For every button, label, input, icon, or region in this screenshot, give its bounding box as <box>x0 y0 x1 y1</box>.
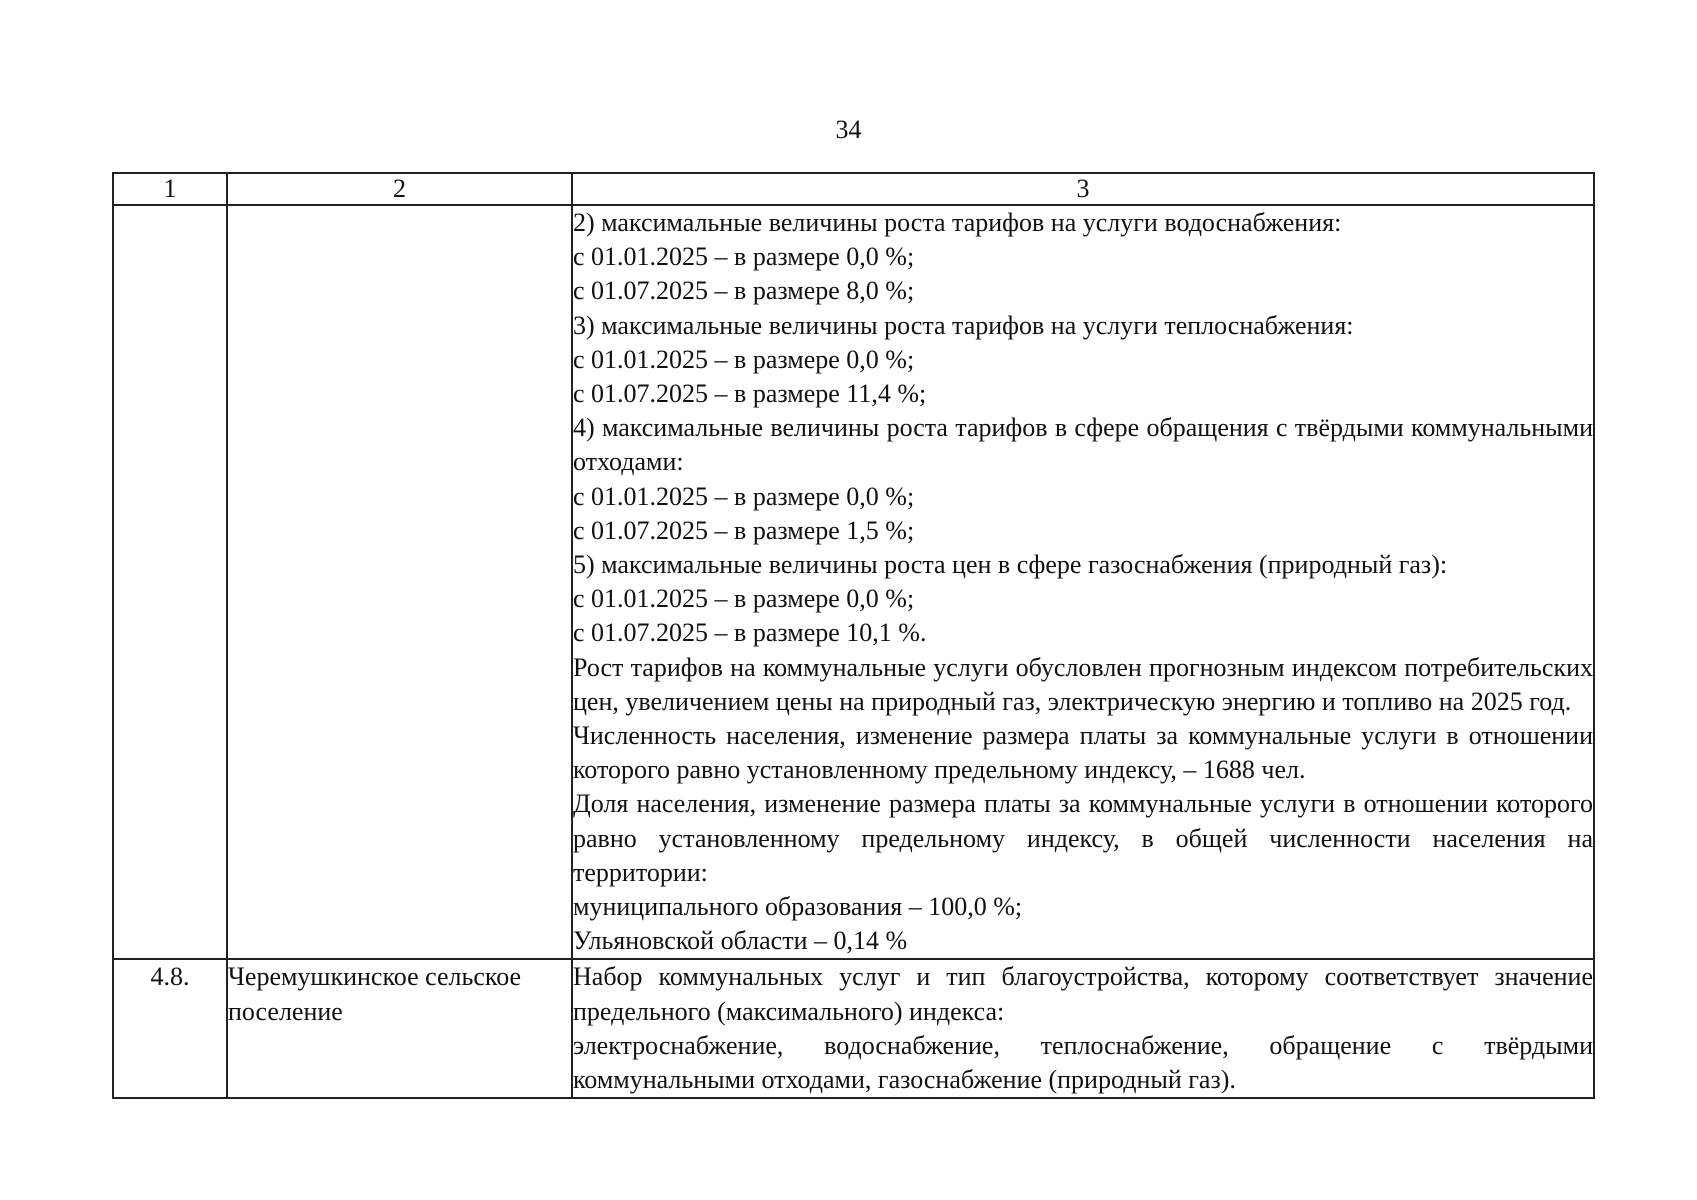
content-line: с 01.01.2025 – в размере 0,0 %; <box>573 481 915 511</box>
row-number-cell: 4.8. <box>113 959 227 1098</box>
table-row-4-8 <box>113 959 1594 1098</box>
table-header-row <box>113 173 1594 205</box>
row-number-cell <box>113 205 227 959</box>
content-line: с 01.07.2025 – в размере 1,5 %; <box>573 515 915 545</box>
content-paragraph: Численность населения, изменение размера платы за коммунальные услуги в отношении которого равно установленному предельному индексу, – 1688 чел. <box>573 721 1593 785</box>
row-content-cell <box>572 959 1594 1098</box>
content-line: с 01.01.2025 – в размере 0,0 %; <box>573 242 915 272</box>
content-paragraph: 4) максимальные величины роста тарифов в сфере обращения с твёрдыми коммунальными отходами: <box>573 413 1593 477</box>
content-paragraph: электроснабжение, водоснабжение, теплоснабжение, обращение с твёрдыми коммунальными отходами, газоснабжение (природный газ). <box>573 1030 1593 1095</box>
content-paragraph: Набор коммунальных услуг и тип благоустройства, которому соответствует значение предельного (максимального) индекса: <box>573 962 1593 1026</box>
content-paragraph: Рост тарифов на коммунальные услуги обусловлен прогнозным индексом потребительских цен, увеличением цены на природный газ, электрическую энергию и топливо на 2025 год. <box>573 652 1593 716</box>
content-line: Ульяновской области – 0,14 % <box>573 926 908 956</box>
row-name-cell <box>227 205 572 959</box>
row-content-cell <box>572 205 1594 959</box>
column-header-2: 2 <box>227 173 572 205</box>
column-header-1: 1 <box>113 173 227 205</box>
table-row-continued <box>113 205 1594 959</box>
content-paragraph: Доля населения, изменение размера платы за коммунальные услуги в отношении которого равно установленному предельному индексу, в общей численности населения на территории: <box>573 789 1593 887</box>
content-line: 5) максимальные величины роста цен в сфере газоснабжения (природный газ): <box>573 550 1448 580</box>
tariff-table <box>112 172 1595 1099</box>
content-line: с 01.01.2025 – в размере 0,0 %; <box>573 584 915 614</box>
row-name-cell: Черемушкинское сельское поселение <box>227 959 572 1098</box>
content-line: с 01.07.2025 – в размере 8,0 %; <box>573 276 915 306</box>
content-line: с 01.01.2025 – в размере 0,0 %; <box>573 344 915 374</box>
page-number: 34 <box>835 115 862 144</box>
content-line: с 01.07.2025 – в размере 10,1 %. <box>573 618 927 648</box>
content-line: 3) максимальные величины роста тарифов на услуги теплоснабжения: <box>573 310 1354 340</box>
content-line: муниципального образования – 100,0 %; <box>573 892 1023 922</box>
column-header-3: 3 <box>572 173 1594 205</box>
content-line: с 01.07.2025 – в размере 11,4 %; <box>573 379 927 409</box>
content-line: 2) максимальные величины роста тарифов на услуги водоснабжения: <box>573 208 1342 237</box>
